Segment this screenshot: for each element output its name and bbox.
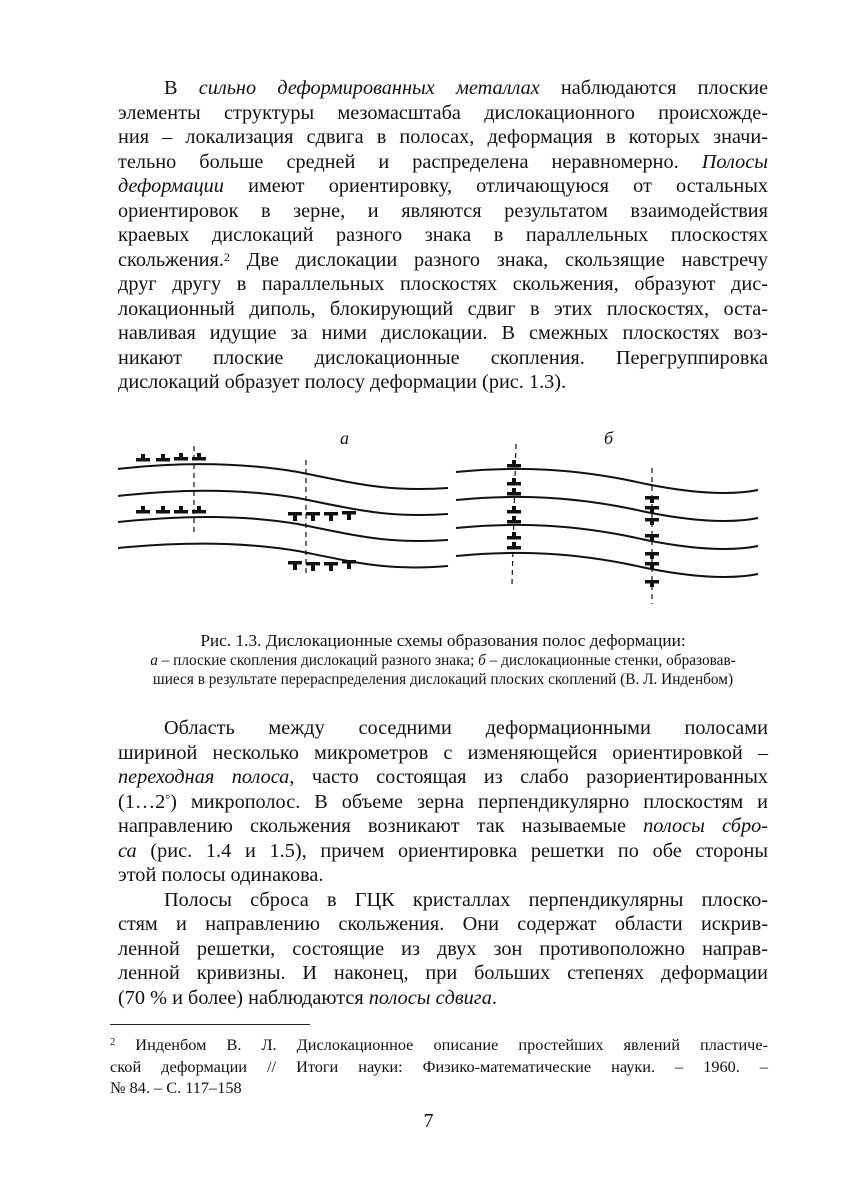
paragraph-1: В сильно деформированных металлах наблюдаются плоские элементы структуры мезомасштаба дислокационного происхожде- ния – локализация сдвига в полосах, деформация в которых значи- тельно больше средней и распределена неравномерно. Полосы деформации имеют ориентировку, отличающуюся от остальных ориентировок в зерне, и являются результатом взаимодействия краевых дислокаций разного знака в параллельных плоскостях скольжения.$^2$ Две дислокации разного знака, скользящие навстречу друг другу в параллельных плоскостях скольжения, образуют дис- локационный диполь, блокирующий сдвиг в этих плоскостях, оста- навливая идущие за ними дислокации. В смежных плоскостях воз- никают плоские дислокационные скопления. Перегруппировка дислокаций образует полосу деформации (рис. 1.3). bbox=[118, 77, 768, 393]
figure-caption bbox=[118, 630, 768, 689]
slip-plane-b4 bbox=[456, 553, 758, 577]
caption-title: Рис. 1.3. Дислокационные схемы образования полос деформации: bbox=[200, 631, 686, 650]
slip-plane-b1 bbox=[456, 469, 758, 493]
figure-1-3 bbox=[118, 424, 768, 614]
figure-label-a: а bbox=[340, 428, 349, 448]
footnote: $^2$ Инденбом В. Л. Дислокационное описание простейших явлений пластиче- ской деформации // Итоги науки: Физико-математические науки. – 1960. – № 84. – С. 117–158 bbox=[110, 1035, 768, 1097]
main-text bbox=[118, 76, 768, 395]
page-number: 7 bbox=[423, 1110, 434, 1132]
main-text-2 bbox=[118, 716, 768, 1010]
dislocation-diagram bbox=[118, 424, 768, 614]
dislocations-a-upper bbox=[136, 453, 206, 514]
paragraph-2: Область между соседними деформационными полосами шириной несколько микрометров с изменяющейся ориентировкой – переходная полоса, часто состоящая из слабо разориентированных (1…2°) микрополос. В объеме зерна перпендикулярно плоскостям и направлению скольжения возникают так называемые полосы сбро- са (рис. 1.4 и 1.5), причем ориентировка решетки по обе стороны этой полосы одинакова. bbox=[118, 717, 768, 886]
dislocations-a-lower bbox=[288, 511, 356, 571]
slip-plane-b2 bbox=[456, 497, 758, 521]
slip-plane-b3 bbox=[456, 525, 758, 549]
footnote-ref: 2 bbox=[223, 249, 230, 264]
caption-line-2: а – плоские скопления дислокаций разного знака; б – дислокационные стенки, образовав- bbox=[150, 652, 736, 669]
slip-plane-a1 bbox=[118, 464, 448, 489]
figure-label-b: б bbox=[604, 428, 614, 448]
paragraph-3: Полосы сброса в ГЦК кристаллах перпендикулярны плоско- стям и направлению скольжения. Они содержат области искрив- ленной решетки, состоящие из двух зон противоположно направ- ленной кривизны. И наконец, при больших степенях деформации (70 % и более) наблюдаются полосы сдвига. bbox=[118, 888, 768, 1009]
caption-line-3: шиеся в результате перераспределения дислокаций плоских скоплений (В. Л. Инденбом) bbox=[152, 671, 734, 688]
slip-plane-a3 bbox=[118, 517, 448, 541]
footnote-divider bbox=[110, 1024, 310, 1025]
slip-plane-a4 bbox=[118, 543, 448, 567]
dislocation-wall-b1 bbox=[507, 460, 521, 550]
